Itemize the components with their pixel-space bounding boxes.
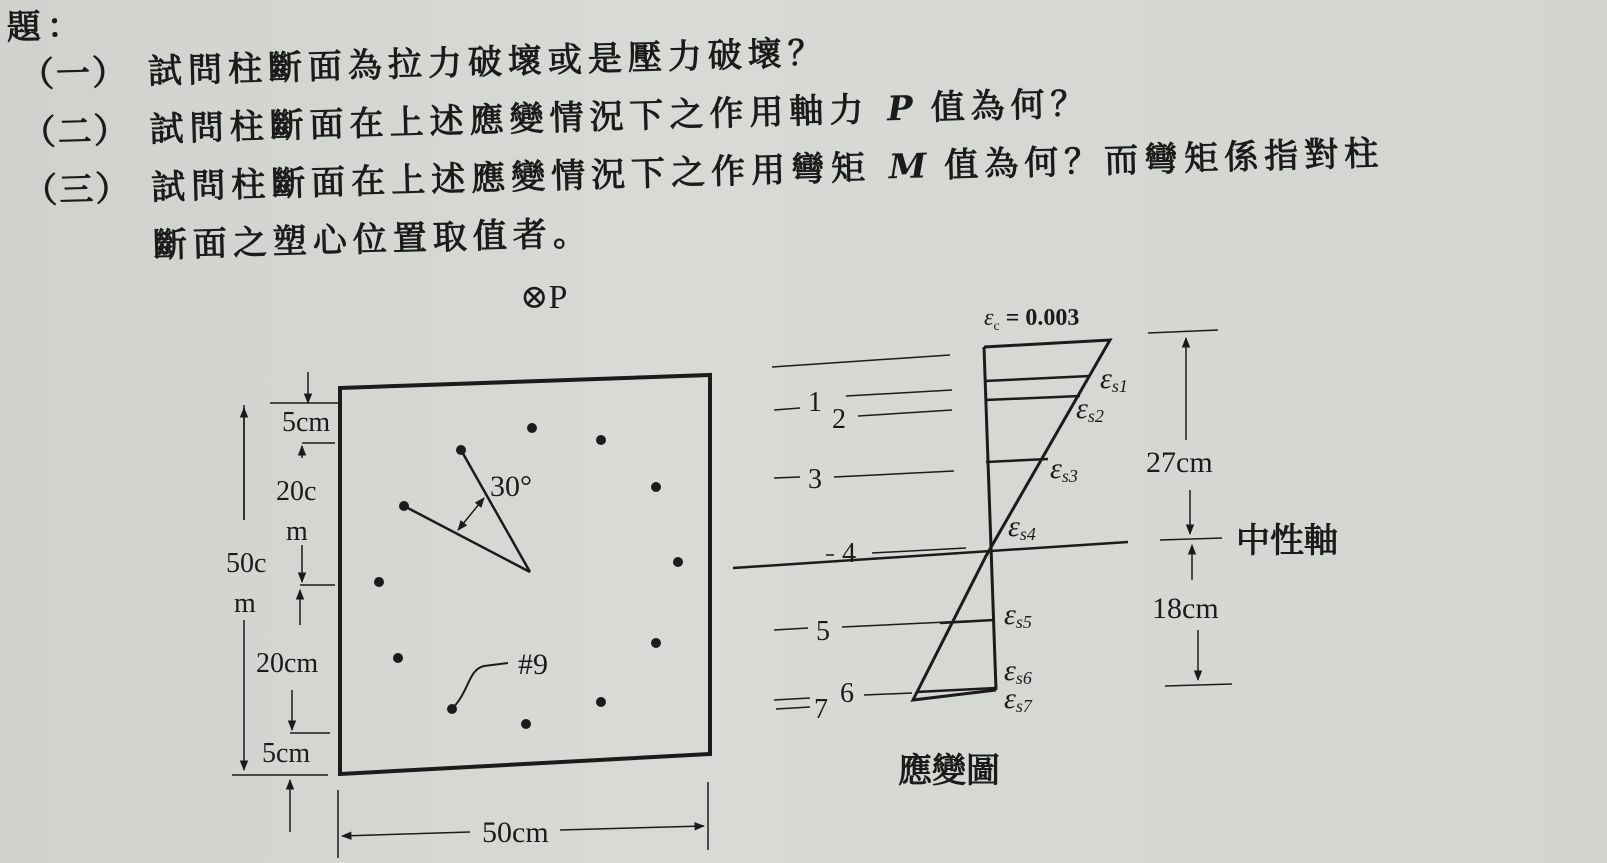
- question-3-continued: 斷面之塑心位置取值者。: [152, 213, 594, 266]
- layer-2-label: 2: [832, 404, 846, 435]
- question-2-mark: （二）: [21, 110, 131, 154]
- dim-mid1-unit: m: [286, 516, 308, 547]
- dim-mid1: 20c: [276, 476, 317, 507]
- layer-6-label: 6: [840, 678, 854, 709]
- dim-width: 50cm: [482, 816, 549, 849]
- rebar: [651, 482, 661, 492]
- question-head: 題：: [6, 5, 88, 48]
- layer-5-label: 5: [816, 616, 830, 647]
- strain-s1: εs1: [1100, 362, 1128, 396]
- angle-label: 30°: [490, 470, 532, 503]
- question-1-mark: （一）: [19, 52, 129, 96]
- load-label: ⊗P: [520, 279, 568, 316]
- rebars: [374, 423, 683, 729]
- strain-s2: εs2: [1076, 392, 1104, 426]
- axial-force-symbol: P: [886, 88, 914, 130]
- rebar: [521, 719, 531, 729]
- strain-diagram-caption: 應變圖: [898, 751, 1000, 791]
- layer-4-label: 4: [842, 538, 856, 569]
- rebar: [651, 638, 661, 648]
- rebar: [596, 697, 606, 707]
- question-3-mark: （三）: [22, 168, 132, 212]
- depth-dimensions: [1148, 330, 1232, 686]
- bar-label: #9: [518, 648, 548, 681]
- dim-mid2: 20cm: [256, 648, 319, 679]
- concrete-strain-label: $\varepsilon_c = 0.003$: [984, 305, 1080, 334]
- question-3: （三） 試問柱斷面在上述應變情況下之作用彎矩 M 值為何？而彎矩係指對柱: [22, 133, 1385, 212]
- rebar: [673, 557, 683, 567]
- bar-leader: [452, 663, 508, 709]
- rebar: [374, 577, 384, 587]
- depth-compression: 27cm: [1146, 446, 1213, 479]
- layer-3-label: 3: [808, 464, 822, 495]
- rebar: [527, 423, 537, 433]
- question-2: （二） 試問柱斷面在上述應變情況下之作用軸力 P 值為何？: [21, 83, 1092, 154]
- dim-top: 5cm: [282, 407, 331, 438]
- strain-s3: εs3: [1050, 452, 1078, 486]
- layer-leaders: [772, 355, 968, 709]
- angle-arc: [458, 498, 484, 530]
- rebar: [596, 435, 606, 445]
- strain-s5: εs5: [1004, 598, 1032, 632]
- dim-total-unit: m: [234, 588, 256, 619]
- question-1-text: 試問柱斷面為拉力破壞或是壓力破壞？: [147, 33, 829, 93]
- strain-diagram: [733, 305, 1338, 791]
- depth-tension: 18cm: [1152, 592, 1219, 625]
- neutral-axis-label: 中性軸: [1236, 521, 1338, 561]
- strain-s6: εs6: [1004, 654, 1032, 688]
- neutral-axis-line: [733, 542, 1128, 568]
- strain-s4: εs4: [1008, 510, 1036, 544]
- dim-total: 50c: [226, 548, 267, 579]
- dim-bottom: 5cm: [262, 738, 311, 769]
- rebar: [393, 653, 403, 663]
- layer-1-label: 1: [808, 387, 822, 418]
- strain-s7: εs7: [1004, 682, 1032, 716]
- section-outline: [340, 375, 710, 774]
- moment-symbol: M: [888, 146, 928, 188]
- layer-7-label: 7: [814, 694, 828, 725]
- column-section: [226, 279, 710, 858]
